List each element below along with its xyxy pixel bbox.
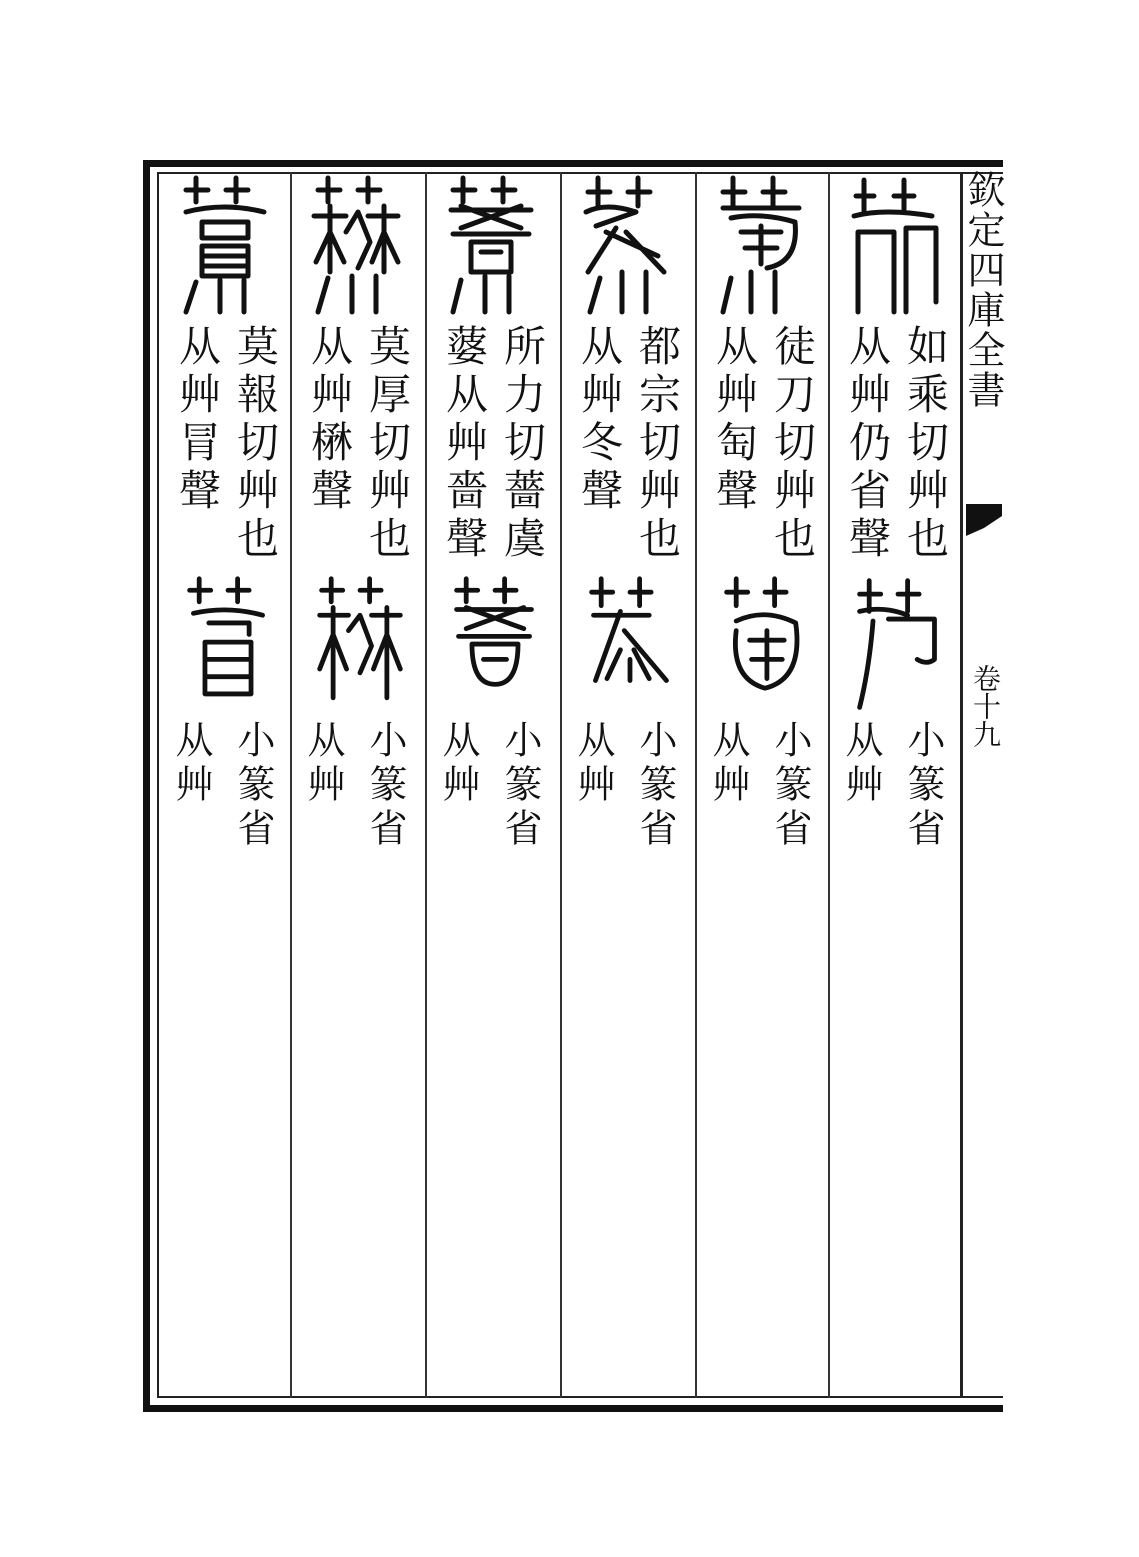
book-title: 欽定四庫全書 xyxy=(961,170,1005,410)
small-seal-analysis: 从艸 xyxy=(839,720,883,808)
entry-definition: 如乘切艸也 xyxy=(901,324,950,564)
seal-character-small xyxy=(717,570,813,720)
entry-6 xyxy=(160,172,290,1392)
seal-character-large xyxy=(844,172,944,322)
seal-character-large xyxy=(306,172,406,322)
seal-character-small xyxy=(180,570,276,720)
small-seal-note: 小篆省 xyxy=(498,720,542,852)
small-seal-analysis: 从艸 xyxy=(436,720,480,808)
seal-character-small xyxy=(447,570,543,720)
small-seal-analysis: 从艸 xyxy=(169,720,213,808)
small-seal-note: 小篆省 xyxy=(633,720,677,852)
entry-definition: 莫厚切艸也 xyxy=(363,324,412,564)
entry-analysis: 从艸仍省聲 xyxy=(843,324,892,564)
entry-3 xyxy=(562,172,692,1392)
entry-1 xyxy=(830,172,960,1392)
seal-character-small xyxy=(850,570,946,720)
small-seal-note: 小篆省 xyxy=(768,720,812,852)
seal-character-large xyxy=(441,172,541,322)
entry-5 xyxy=(292,172,422,1392)
entry-analysis: 从艸楙聲 xyxy=(305,324,354,516)
entry-definition: 徒刀切艸也 xyxy=(768,324,817,564)
entry-4 xyxy=(427,172,557,1392)
entry-definition: 莫報切艸也 xyxy=(231,324,280,564)
small-seal-note: 小篆省 xyxy=(231,720,275,852)
seal-character-large xyxy=(711,172,811,322)
entry-analysis: 从艸冬聲 xyxy=(575,324,624,516)
entry-analysis: 从艸匋聲 xyxy=(710,324,759,516)
seal-character-large xyxy=(576,172,676,322)
seal-character-small xyxy=(312,570,408,720)
small-seal-note: 小篆省 xyxy=(363,720,407,852)
small-seal-analysis: 从艸 xyxy=(571,720,615,808)
small-seal-analysis: 从艸 xyxy=(706,720,750,808)
entry-analysis: 从艸冐聲 xyxy=(173,324,222,516)
seal-character-large xyxy=(174,172,274,322)
small-seal-note: 小篆省 xyxy=(901,720,945,852)
entry-definition: 所力切薔虞 xyxy=(498,324,547,564)
entry-analysis: 蔢从艸嗇聲 xyxy=(440,324,489,564)
fishtail-mark xyxy=(964,498,1004,538)
seal-character-small xyxy=(582,570,678,720)
small-seal-analysis: 从艸 xyxy=(301,720,345,808)
entry-2 xyxy=(697,172,827,1392)
juan-number: 卷十九 xyxy=(969,664,1002,748)
entry-definition: 都宗切艸也 xyxy=(633,324,682,564)
